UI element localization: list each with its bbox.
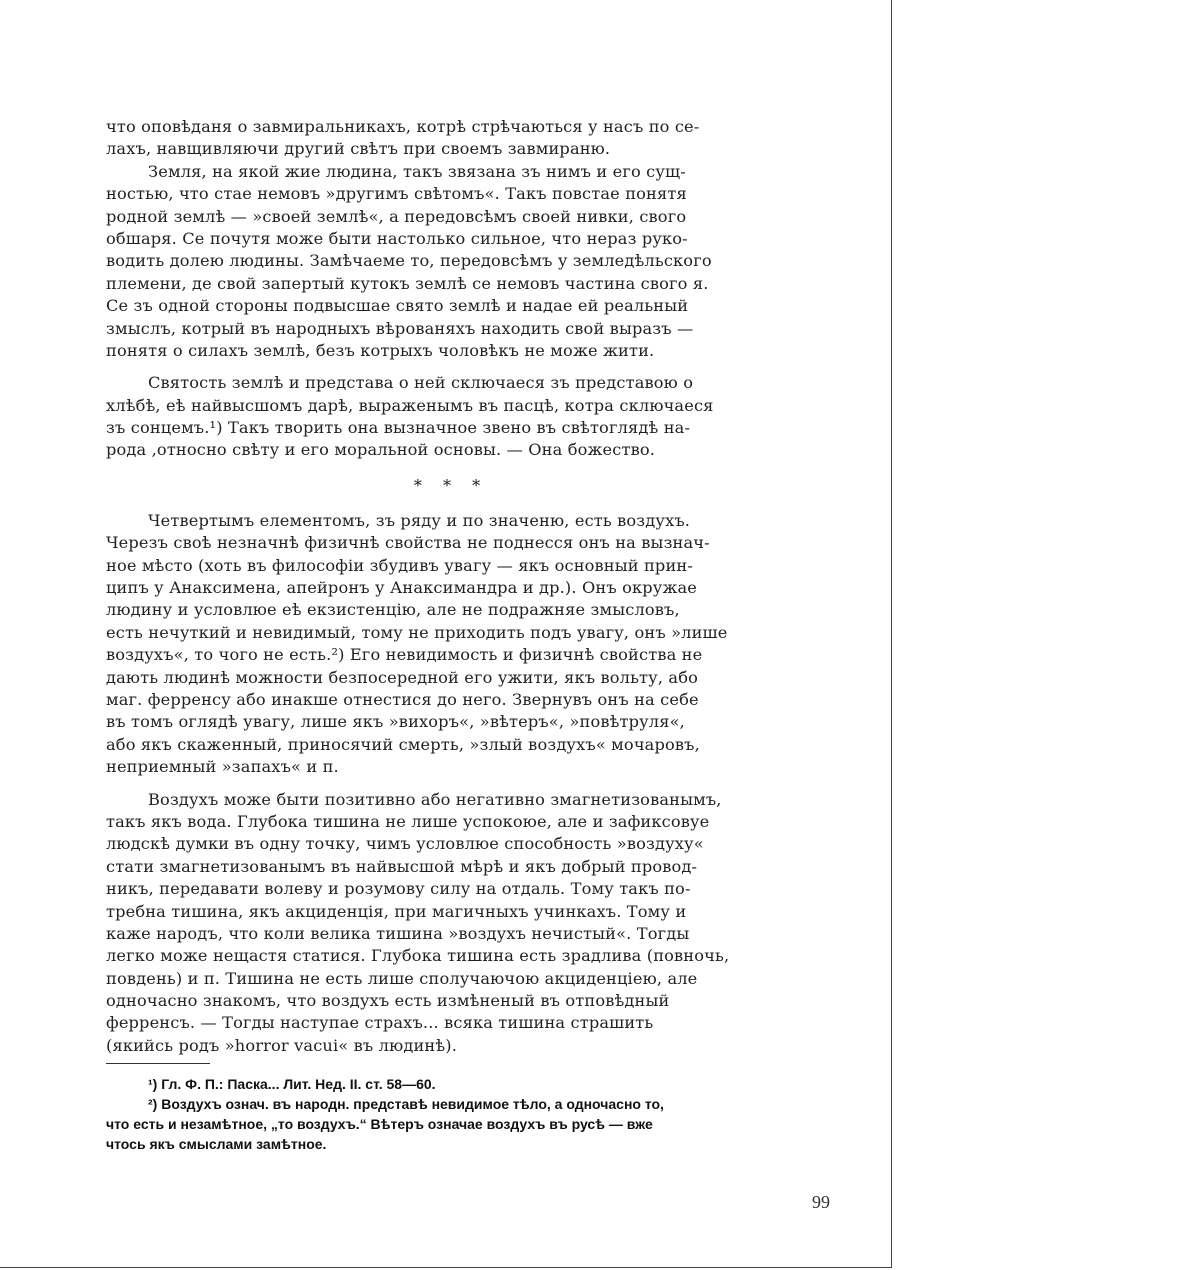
text-line: неприемный »запахъ« и п. <box>106 757 339 777</box>
footnote-2 <box>106 1094 796 1154</box>
footnote-rule <box>106 1063 210 1064</box>
text-line: водить долею людины. Замѣчаеме то, передовсѣмъ у земледѣльского <box>106 251 712 271</box>
text-line: легко може нещастя статися. Глубока тишина есть зрадлива (повночь, <box>106 946 730 966</box>
paragraph-4 <box>106 510 796 779</box>
text-line: лахъ, навщивляючи другий свѣтъ при своемъ завмираню. <box>106 139 611 159</box>
text-line: Воздухъ може быти позитивно або негативно змагнетизованымъ, <box>148 789 722 809</box>
text-line: повдень) и п. Тишина не есть лише сполучаючою акциденціею, але <box>106 968 698 988</box>
paragraph-5 <box>106 789 796 1058</box>
text-line: ностью, что стае немовъ »другимъ свѣтомъ«. Такъ повстае понятя <box>106 184 687 204</box>
text-line: ферренсъ. — Тогды наступае страхъ... всяка тишина страшить <box>106 1013 654 1033</box>
footnote-line: что есть и незамѣтное, „то воздухъ.“ Вѣтеръ означае воздухъ въ русѣ — вже <box>106 1116 653 1133</box>
text-line: людскѣ думки въ одну точку, чимъ условлюе способность »воздуху« <box>106 834 704 854</box>
footnote-line: чтось якъ смыслами замѣтное. <box>106 1136 327 1153</box>
text-line: Святость землѣ и представа о ней сключаеся зъ представою о <box>148 373 694 393</box>
text-line: племени, де свой запертый кутокъ землѣ се немовъ частина свого я. <box>106 273 709 293</box>
section-separator: * * * <box>413 475 489 495</box>
paragraph-1 <box>106 116 796 161</box>
text-line: хлѣбѣ, eѣ найвысшомъ дарѣ, выраженымъ въ пасцѣ, котра сключаеся <box>106 395 714 415</box>
text-line: зъ сонцемъ.¹) Такъ творить она вызначное звено въ свѣтоглядѣ на- <box>106 418 691 438</box>
text-line: стати змагнетизованымъ въ найвысшой мѣрѣ и якъ добрый провод- <box>106 856 698 876</box>
text-line: людину и условлюе eѣ екзистенцію, але не подражняе змысловъ, <box>106 600 680 620</box>
text-line: такъ якъ вода. Глубока тишина не лише успокоюе, але и зафиксовуе <box>106 811 710 831</box>
text-line: дають людинѣ можности безпосередной его ужити, якъ вольту, або <box>106 667 699 687</box>
page-body <box>106 116 796 1154</box>
page-number: 99 <box>812 1192 830 1212</box>
text-line: каже народъ, что коли велика тишина »воздухъ нечистый«. Тогды <box>106 923 690 943</box>
footnote-line: ¹) Гл. Ф. П.: Паска... Лит. Нед. II. ст. 58—60. <box>148 1076 436 1093</box>
paragraph-2 <box>106 161 796 363</box>
footnote-line: ²) Воздухъ означ. въ народн. представѣ невидимое тѣло, а одночасно то, <box>148 1096 664 1113</box>
text-line: обшаря. Се почутя може быти настолько сильное, что нераз руко- <box>106 228 688 248</box>
text-line: ное мѣсто (хоть въ философіи збудивъ увагу — якъ основный прин- <box>106 555 693 575</box>
text-line: маг. ферренсу або инакше отнестися до него. Звернувъ онъ на себе <box>106 689 699 709</box>
text-line: Четвертымъ елементомъ, зъ ряду и по значеню, есть воздухъ. <box>148 510 691 530</box>
text-line: (якийсь родъ »horror vacui« въ людинѣ). <box>106 1035 458 1055</box>
text-line: змыслъ, котрый въ народныхъ вѣрованяхъ находить свой выразъ — <box>106 318 694 338</box>
footnote-1 <box>106 1074 796 1094</box>
text-line: никъ, передавати волеву и розумову силу на отдаль. Тому такъ по- <box>106 879 691 899</box>
text-line: рода ,относно свѣту и его моральной основы. — Она божество. <box>106 440 656 460</box>
text-line: воздухъ«, то чого не есть.²) Его невидимость и физичнѣ свойства не <box>106 645 703 665</box>
text-line: что оповѣданя о завмиральникахъ, котрѣ стрѣчаються у насъ по се- <box>106 117 700 136</box>
text-line: есть нечуткий и невидимый, тому не приходить подъ увагу, онъ »лише <box>106 622 728 642</box>
text-line: Черезъ своѣ незначнѣ физичнѣ свойства не поднесся онъ на вызнач- <box>106 533 710 553</box>
text-line: требна тишина, якъ акциденція, при магичныхъ учинкахъ. Тому и <box>106 901 687 921</box>
text-line: ципъ у Анаксимена, апейронъ у Анаксимандра и др.). Онъ окружае <box>106 578 698 598</box>
text-line: понятя о силахъ землѣ, безъ котрыхъ чоловѣкъ не може жити. <box>106 340 655 360</box>
paragraph-3 <box>106 372 796 462</box>
text-line: Се зъ одной стороны подвысшае свято землѣ и надае ей реальный <box>106 296 689 316</box>
text-line: або якъ скаженный, приносячий смерть, »злый воздухъ« мочаровъ, <box>106 734 700 754</box>
text-line: одночасно знакомъ, что воздухъ есть измѣненый въ отповѣдный <box>106 991 670 1011</box>
text-line: Земля, на якой жие людина, такъ звязана зъ нимъ и его сущ- <box>148 161 686 181</box>
text-line: въ томъ оглядѣ увагу, лише якъ »вихоръ«, »вѣтеръ«, »повѣтруля«, <box>106 712 685 732</box>
text-line: родной землѣ — »своей землѣ«, а передовсѣмъ своей нивки, свого <box>106 206 687 226</box>
